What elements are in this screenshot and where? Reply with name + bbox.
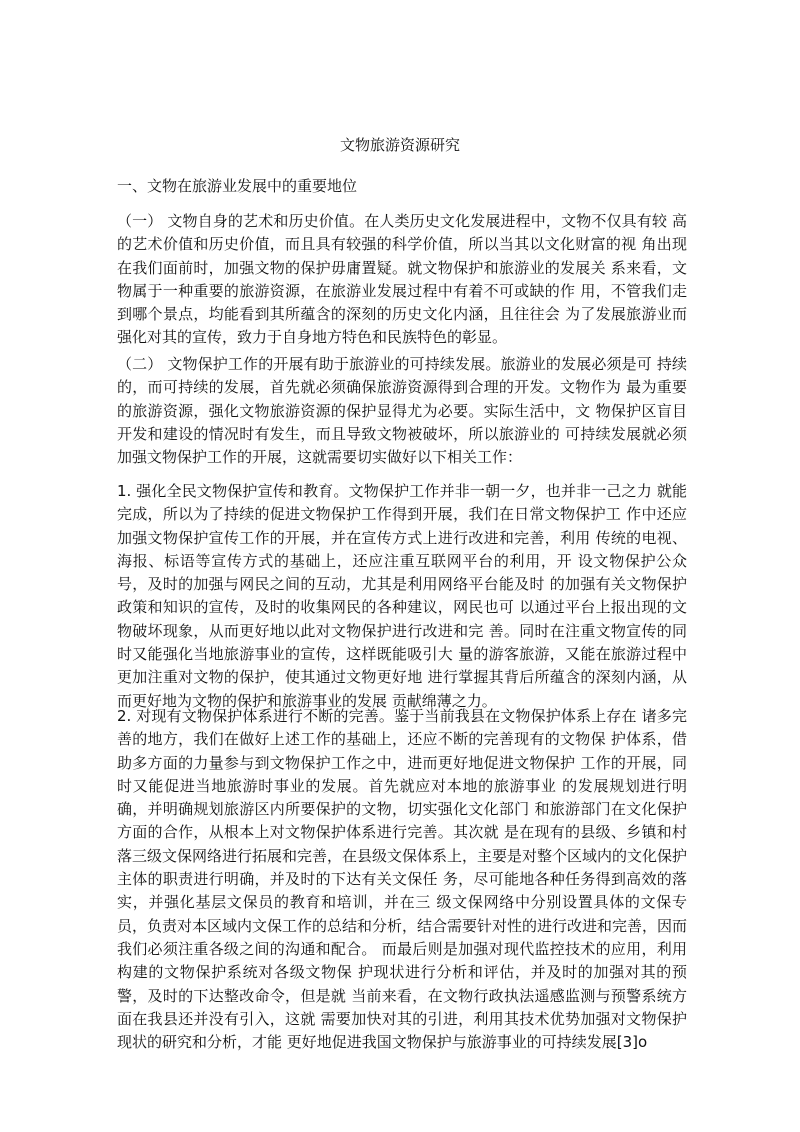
paragraph-protection-system: 2. 对现有文物保护体系进行不断的完善。鉴于当前我县在文物保护体系上存在 诸多完善的地方，我们在做好上述工作的基础上，还应不断的完善现有的文物保 护体系，借助多方面的力量参与到文物保护工作之中，进而更好地促进文物保护 工作的开展，同时又能促进当地旅游时事业的发展。首先就应对本地的旅游事业 的发展规划进行明确，并明确规划旅游区内所要保护的文物，切实强化文化部门 和旅游部门在文化保护方面的合作，从根本上对文物保护体系进行完善。其次就 是在现有的县级、乡镇和村落三级文保网络进行拓展和完善，在县级文保体系上，主要是对整个区域内的文化保护主体的职责进行明确，并及时的下达有关文保任 务，尽可能地各种任务得到高效的落实，并强化基层文保员的教育和培训，并在三 级文保网络中分别设置具体的文保专员，负责对本区域内文保工作的总结和分析，结合需要针对性的进行改进和完善，因而我们必须注重各级之间的沟通和配合。 而最后则是加强对现代监控技术的应用，利用构建的文物保护系统对各级文物保 护现状进行分析和评估，并及时的加强对其的预警，及时的下达整改命令，但是就 当前来看，在文物行政执法遥感监测与预警系统方面在我县还并没有引入，这就 需要加快对其的引进，利用其技术优势加强对文物保护现状的研究和分析，才能 更好地促进我国文物保护与旅游事业的可持续发展[3]o bbox=[117, 707, 688, 1052]
paragraph-artistic-historical-value: （一） 文物自身的艺术和历史价值。在人类历史文化发展进程中，文物不仅具有较 高的艺术价值和历史价值，而且具有较强的科学价值，所以当其以文化财富的视 角出现在我们面前时，加强文物的保护毋庸置疑。就文物保护和旅游业的发展关 系来看，文物属于一种重要的旅游资源，在旅游业发展过程中有着不可或缺的作 用，不管我们走到哪个景点，均能看到其所蕴含的深刻的历史文化内涵，且往往会 为了发展旅游业而强化对其的宣传，致力于自身地方特色和民族特色的彰显。 bbox=[117, 212, 687, 347]
section-heading: 一、文物在旅游业发展中的重要地位 bbox=[117, 177, 358, 195]
paragraph-publicity-education: 1. 强化全民文物保护宣传和教育。文物保护工作并非一朝一夕，也并非一己之力 就能完成，所以为了持续的促进文物保护工作得到开展，我们在日常文物保护工 作中还应加强文物保护宣传工作的开展，并在宣传方式上进行改进和完善，利用 传统的电视、海报、标语等宣传方式的基础上，还应注重互联网平台的利用，开 设文物保护公众号，及时的加强与网民之间的互动，尤其是利用网络平台能及时 的加强有关文物保护政策和知识的宣传，及时的收集网民的各种建议，网民也可 以通过平台上报出现的文物破坏现象，从而更好地以此对文物保护进行改进和完 善。同时在注重文物宣传的同时又能强化当地旅游事业的宣传，这样既能吸引大 量的游客旅游，又能在旅游过程中更加注重对文物的保护，使其通过文物更好地 进行掌握其背后所蕴含的深刻内涵，从而更好地为文物的保护和旅游事业的发展 贡献绵薄之力。 bbox=[117, 482, 687, 710]
paragraph-sustainable-development: （二） 文物保护工作的开展有助于旅游业的可持续发展。旅游业的发展必须是可 持续的，而可持续的发展，首先就必须确保旅游资源得到合理的开发。文物作为 最为重要的旅游资源，强化文物旅游资源的保护显得尤为必要。实际生活中，文 物保护区盲目开发和建设的情况时有发生，而且导致文物被破坏，所以旅游业的 可持续发展就必须加强文物保护工作的开展，这就需要切实做好以下相关工作： bbox=[117, 355, 687, 467]
document-title: 文物旅游资源研究 bbox=[339, 136, 460, 154]
